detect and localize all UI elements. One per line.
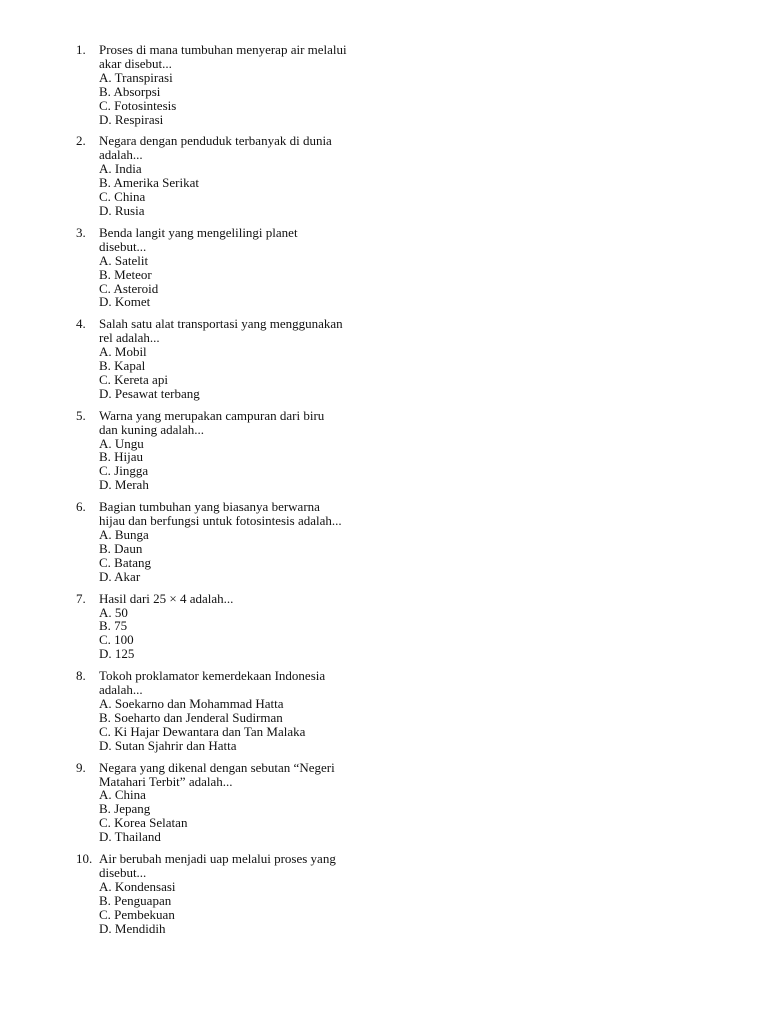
question-text: Negara yang dikenal dengan sebutan “Negeri (99, 759, 335, 775)
option-c: C. Pembekuan (99, 906, 175, 922)
question-text: Salah satu alat transportasi yang menggunakan (99, 316, 343, 332)
option-c: C. Asteroid (99, 280, 159, 296)
option-d: D. Rusia (99, 202, 145, 218)
option-b: B. Penguapan (99, 892, 172, 908)
option-a: A. Transpirasi (99, 69, 173, 85)
option-a: A. Ungu (99, 435, 144, 451)
question-number: 1. (76, 42, 86, 57)
option-d: D. Thailand (99, 829, 161, 845)
question-text: hijau dan berfungsi untuk fotosintesis adalah... (99, 513, 342, 529)
question-4 (0, 317, 768, 400)
question-text: dan kuning adalah... (99, 421, 205, 437)
option-b: B. Hijau (99, 449, 144, 465)
option-b: B. Meteor (99, 266, 152, 282)
question-7 (0, 592, 768, 662)
question-text: Benda langit yang mengelilingi planet (99, 224, 298, 240)
option-b: B. Jepang (99, 801, 151, 817)
question-number: 7. (76, 590, 86, 606)
question-list (0, 43, 768, 943)
question-text: akar disebut... (99, 55, 172, 71)
question-number: 3. (76, 224, 86, 240)
option-d: D. Respirasi (99, 111, 164, 127)
question-3 (0, 226, 768, 309)
question-body (99, 43, 369, 126)
question-number: 6. (76, 499, 86, 515)
option-d: D. Pesawat terbang (99, 385, 200, 401)
question-10 (0, 852, 768, 935)
question-body (99, 669, 369, 752)
question-text: disebut... (99, 238, 147, 254)
question-text: Hasil dari 25 × 4 adalah... (99, 590, 234, 606)
option-a: A. 50 (99, 604, 128, 620)
question-body (99, 592, 369, 662)
question-number: 5. (76, 407, 86, 423)
question-text: Warna yang merupakan campuran dari biru (99, 407, 325, 423)
question-body (99, 852, 369, 935)
option-b: B. Amerika Serikat (99, 175, 200, 191)
option-c: C. Ki Hajar Dewantara dan Tan Malaka (99, 723, 306, 739)
question-number: 8. (76, 668, 86, 684)
question-body (99, 317, 369, 400)
question-2 (0, 134, 768, 217)
question-body (99, 226, 369, 309)
question-8 (0, 669, 768, 752)
question-number: 9. (76, 759, 86, 775)
option-a: A. Satelit (99, 252, 149, 268)
option-a: A. Kondensasi (99, 878, 176, 894)
question-9 (0, 761, 768, 844)
option-c: C. Korea Selatan (99, 815, 188, 831)
option-a: A. Mobil (99, 344, 147, 360)
question-1 (0, 43, 768, 126)
option-b: B. Absorpsi (99, 83, 161, 99)
question-body (99, 134, 369, 217)
question-text: disebut... (99, 864, 147, 880)
option-d: D. Akar (99, 568, 141, 584)
question-body (99, 500, 389, 583)
option-d: D. Merah (99, 477, 149, 493)
option-c: C. Batang (99, 554, 151, 570)
option-b: B. 75 (99, 618, 128, 634)
question-text: Matahari Terbit” adalah... (99, 773, 233, 789)
question-text: adalah... (99, 682, 143, 698)
question-number: 4. (76, 316, 86, 332)
question-number: 2. (76, 133, 86, 149)
question-text: Proses di mana tumbuhan menyerap air melalui (99, 42, 347, 57)
question-5 (0, 409, 768, 492)
option-c: C. China (99, 189, 146, 205)
option-d: D. 125 (99, 646, 135, 662)
question-text: Bagian tumbuhan yang biasanya berwarna (99, 499, 320, 515)
option-a: A. Bunga (99, 527, 149, 542)
option-a: A. Soekarno dan Mohammad Hatta (99, 695, 284, 711)
option-c: C. Jingga (99, 463, 149, 479)
question-text: rel adalah... (99, 330, 160, 346)
option-d: D. Komet (99, 294, 151, 310)
question-body (99, 409, 369, 492)
question-text: adalah... (99, 147, 143, 163)
option-a: A. China (99, 787, 146, 803)
question-body (99, 761, 369, 844)
question-6 (0, 500, 768, 583)
option-b: B. Daun (99, 540, 143, 556)
option-a: A. India (99, 161, 142, 177)
option-d: D. Mendidih (99, 920, 166, 936)
option-b: B. Kapal (99, 358, 146, 374)
option-d: D. Sutan Sjahrir dan Hatta (99, 737, 237, 753)
option-c: C. Fotosintesis (99, 97, 177, 113)
option-c: C. 100 (99, 632, 134, 648)
option-c: C. Kereta api (99, 371, 168, 387)
option-b: B. Soeharto dan Jenderal Sudirman (99, 709, 283, 725)
question-text: Air berubah menjadi uap melalui proses yang (99, 851, 336, 867)
question-number: 10. (76, 851, 93, 867)
question-text: Negara dengan penduduk terbanyak di dunia (99, 133, 332, 149)
question-text: Tokoh proklamator kemerdekaan Indonesia (99, 668, 326, 684)
